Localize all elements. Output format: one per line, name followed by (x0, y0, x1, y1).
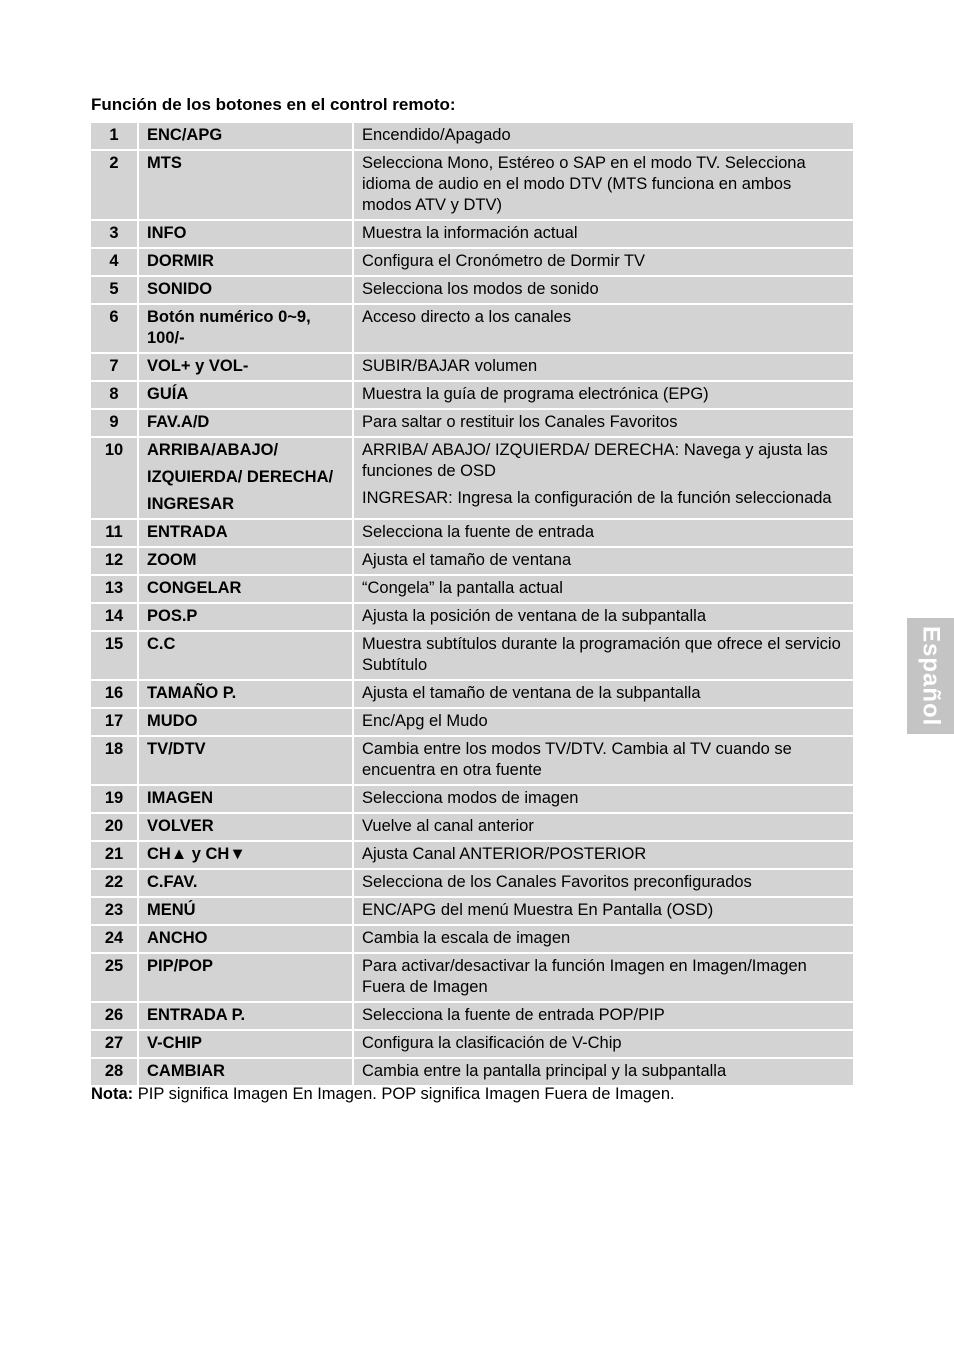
row-number: 13 (90, 575, 138, 603)
row-number: 3 (90, 220, 138, 248)
button-name-line: CAMBIAR (147, 1062, 225, 1080)
button-description (353, 1058, 854, 1086)
description-paragraph: Para activar/desactivar la función Imagen en Imagen/Imagen Fuera de Imagen (362, 957, 807, 996)
row-number: 21 (90, 841, 138, 869)
row-number: 23 (90, 897, 138, 925)
row-number: 4 (90, 248, 138, 276)
table-row (90, 680, 854, 708)
table-row (90, 150, 854, 220)
description-paragraph: Ajusta el tamaño de ventana de la subpantalla (362, 684, 701, 702)
button-description (353, 248, 854, 276)
button-name (138, 925, 353, 953)
table-row (90, 575, 854, 603)
row-number: 8 (90, 381, 138, 409)
description-paragraph: Acceso directo a los canales (362, 308, 572, 326)
row-number: 22 (90, 869, 138, 897)
table-row (90, 519, 854, 547)
button-description (353, 603, 854, 631)
table-row (90, 276, 854, 304)
row-number: 15 (90, 631, 138, 680)
button-name-line: C.C (147, 635, 176, 653)
table-row (90, 1058, 854, 1086)
button-name-line: IMAGEN (147, 789, 213, 807)
button-description (353, 708, 854, 736)
table-row (90, 785, 854, 813)
description-paragraph: Encendido/Apagado (362, 126, 511, 144)
description-paragraph: Configura el Cronómetro de Dormir TV (362, 252, 646, 270)
button-name (138, 519, 353, 547)
table-row (90, 409, 854, 437)
table-row (90, 547, 854, 575)
table-row (90, 925, 854, 953)
button-name-line: FAV.A/D (147, 413, 210, 431)
description-paragraph: ARRIBA/ ABAJO/ IZQUIERDA/ DERECHA: Navega y ajusta las funciones de OSD (362, 441, 828, 480)
note-label: Nota: (91, 1085, 134, 1103)
section-title: Función de los botones en el control remoto: (91, 95, 456, 114)
table-row (90, 813, 854, 841)
button-description (353, 953, 854, 1002)
button-description (353, 841, 854, 869)
description-paragraph: Muestra la información actual (362, 224, 578, 242)
language-tab-label: Español (917, 625, 945, 727)
button-name-line: C.FAV. (147, 873, 198, 891)
row-number: 7 (90, 353, 138, 381)
button-name-line: DORMIR (147, 252, 214, 270)
button-name (138, 869, 353, 897)
description-paragraph: “Congela” la pantalla actual (362, 579, 563, 597)
row-number: 2 (90, 150, 138, 220)
button-name-line: TV/DTV (147, 740, 206, 758)
button-name (138, 953, 353, 1002)
row-number: 12 (90, 547, 138, 575)
row-number: 27 (90, 1030, 138, 1058)
description-paragraph: Ajusta Canal ANTERIOR/POSTERIOR (362, 845, 647, 863)
button-name (138, 276, 353, 304)
table-row (90, 736, 854, 785)
table-row (90, 248, 854, 276)
row-number: 20 (90, 813, 138, 841)
button-name (138, 150, 353, 220)
row-number: 17 (90, 708, 138, 736)
button-name (138, 1058, 353, 1086)
description-paragraph: INGRESAR: Ingresa la configuración de la función seleccionada (362, 489, 832, 507)
button-description (353, 304, 854, 353)
row-number: 9 (90, 409, 138, 437)
button-name (138, 631, 353, 680)
button-description (353, 575, 854, 603)
description-paragraph: Para saltar o restituir los Canales Favoritos (362, 413, 678, 431)
button-description (353, 897, 854, 925)
description-paragraph: Cambia la escala de imagen (362, 929, 571, 947)
description-paragraph: Ajusta la posición de ventana de la subpantalla (362, 607, 706, 625)
button-description (353, 381, 854, 409)
button-name-line: POS.P (147, 607, 198, 625)
button-description (353, 631, 854, 680)
button-description (353, 220, 854, 248)
button-description (353, 547, 854, 575)
button-description (353, 150, 854, 220)
button-name-line: SONIDO (147, 280, 213, 298)
description-paragraph: Cambia entre la pantalla principal y la subpantalla (362, 1062, 727, 1080)
description-paragraph: Selecciona los modos de sonido (362, 280, 599, 298)
button-name (138, 841, 353, 869)
row-number: 1 (90, 122, 138, 150)
button-name (138, 813, 353, 841)
table-row (90, 437, 854, 519)
row-number: 18 (90, 736, 138, 785)
description-paragraph: SUBIR/BAJAR volumen (362, 357, 538, 375)
button-name-line: ARRIBA/ABAJO/ (147, 441, 279, 459)
button-name-line: TAMAÑO P. (147, 684, 237, 702)
button-name-line: CONGELAR (147, 579, 242, 597)
footnote (91, 1085, 675, 1104)
description-paragraph: Selecciona modos de imagen (362, 789, 579, 807)
description-paragraph: Vuelve al canal anterior (362, 817, 534, 835)
button-name (138, 785, 353, 813)
row-number: 25 (90, 953, 138, 1002)
row-number: 26 (90, 1002, 138, 1030)
row-number: 6 (90, 304, 138, 353)
table-row (90, 603, 854, 631)
note-text: PIP significa Imagen En Imagen. POP significa Imagen Fuera de Imagen. (133, 1085, 675, 1103)
button-name-line: MTS (147, 154, 182, 172)
button-name (138, 547, 353, 575)
button-name (138, 603, 353, 631)
description-paragraph: Configura la clasificación de V-Chip (362, 1034, 622, 1052)
table-row (90, 381, 854, 409)
button-name (138, 304, 353, 353)
table-row (90, 1030, 854, 1058)
table-row (90, 953, 854, 1002)
row-number: 19 (90, 785, 138, 813)
table-row (90, 708, 854, 736)
description-paragraph: Cambia entre los modos TV/DTV. Cambia al TV cuando se encuentra en otra fuente (362, 740, 792, 779)
button-name-line: ENTRADA (147, 523, 228, 541)
button-name (138, 897, 353, 925)
button-description (353, 1030, 854, 1058)
button-name-line: INFO (147, 224, 187, 242)
row-number: 14 (90, 603, 138, 631)
table-row (90, 1002, 854, 1030)
description-paragraph: Muestra subtítulos durante la programación que ofrece el servicio Subtítulo (362, 635, 841, 674)
description-paragraph: Selecciona la fuente de entrada (362, 523, 595, 541)
button-description (353, 437, 854, 519)
row-number: 11 (90, 519, 138, 547)
button-description (353, 813, 854, 841)
button-name-line: ENTRADA P. (147, 1006, 246, 1024)
button-description (353, 925, 854, 953)
button-name-line: MENÚ (147, 901, 196, 919)
description-paragraph: Enc/Apg el Mudo (362, 712, 488, 730)
row-number: 10 (90, 437, 138, 519)
button-description (353, 680, 854, 708)
button-name (138, 680, 353, 708)
description-paragraph: Selecciona Mono, Estéreo o SAP en el modo TV. Selecciona idioma de audio en el modo DTV (MTS funciona en ambos modos ATV y DTV) (362, 154, 806, 214)
description-paragraph: Ajusta el tamaño de ventana (362, 551, 572, 569)
button-name (138, 409, 353, 437)
button-name-line: GUÍA (147, 385, 189, 403)
button-name (138, 736, 353, 785)
button-name-line: CH▲ y CH▼ (147, 845, 246, 863)
button-name-line: INGRESAR (147, 495, 235, 513)
button-name-line: V-CHIP (147, 1034, 203, 1052)
row-number: 16 (90, 680, 138, 708)
table-row (90, 220, 854, 248)
button-name-line: VOL+ y VOL- (147, 357, 249, 375)
button-description (353, 736, 854, 785)
button-description (353, 1002, 854, 1030)
description-paragraph: Selecciona de los Canales Favoritos preconfigurados (362, 873, 752, 891)
table-row (90, 304, 854, 353)
button-description (353, 409, 854, 437)
button-name-line: ZOOM (147, 551, 197, 569)
button-name-line: VOLVER (147, 817, 214, 835)
button-name (138, 708, 353, 736)
button-name-line: ANCHO (147, 929, 208, 947)
button-description (353, 519, 854, 547)
button-name (138, 575, 353, 603)
button-name (138, 122, 353, 150)
button-description (353, 353, 854, 381)
description-paragraph: Muestra la guía de programa electrónica (EPG) (362, 385, 709, 403)
row-number: 24 (90, 925, 138, 953)
description-paragraph: ENC/APG del menú Muestra En Pantalla (OSD) (362, 901, 714, 919)
button-name-line: ENC/APG (147, 126, 223, 144)
table-row (90, 869, 854, 897)
description-paragraph: Selecciona la fuente de entrada POP/PIP (362, 1006, 665, 1024)
button-name (138, 1030, 353, 1058)
button-description (353, 122, 854, 150)
row-number: 28 (90, 1058, 138, 1086)
table-row (90, 122, 854, 150)
button-name (138, 220, 353, 248)
table-row (90, 897, 854, 925)
button-description (353, 276, 854, 304)
table-row (90, 631, 854, 680)
button-name-line: Botón numérico 0~9, 100/- (147, 308, 311, 347)
button-name-line: MUDO (147, 712, 198, 730)
row-number: 5 (90, 276, 138, 304)
table-row (90, 353, 854, 381)
button-name (138, 437, 353, 519)
button-name (138, 353, 353, 381)
table-row (90, 841, 854, 869)
button-name-line: PIP/POP (147, 957, 214, 975)
button-function-table (89, 121, 855, 1087)
button-name (138, 1002, 353, 1030)
button-description (353, 869, 854, 897)
button-name-line: IZQUIERDA/ DERECHA/ (147, 468, 334, 486)
button-description (353, 785, 854, 813)
button-name (138, 248, 353, 276)
table-body (90, 122, 854, 1086)
button-name (138, 381, 353, 409)
language-tab (907, 618, 954, 734)
